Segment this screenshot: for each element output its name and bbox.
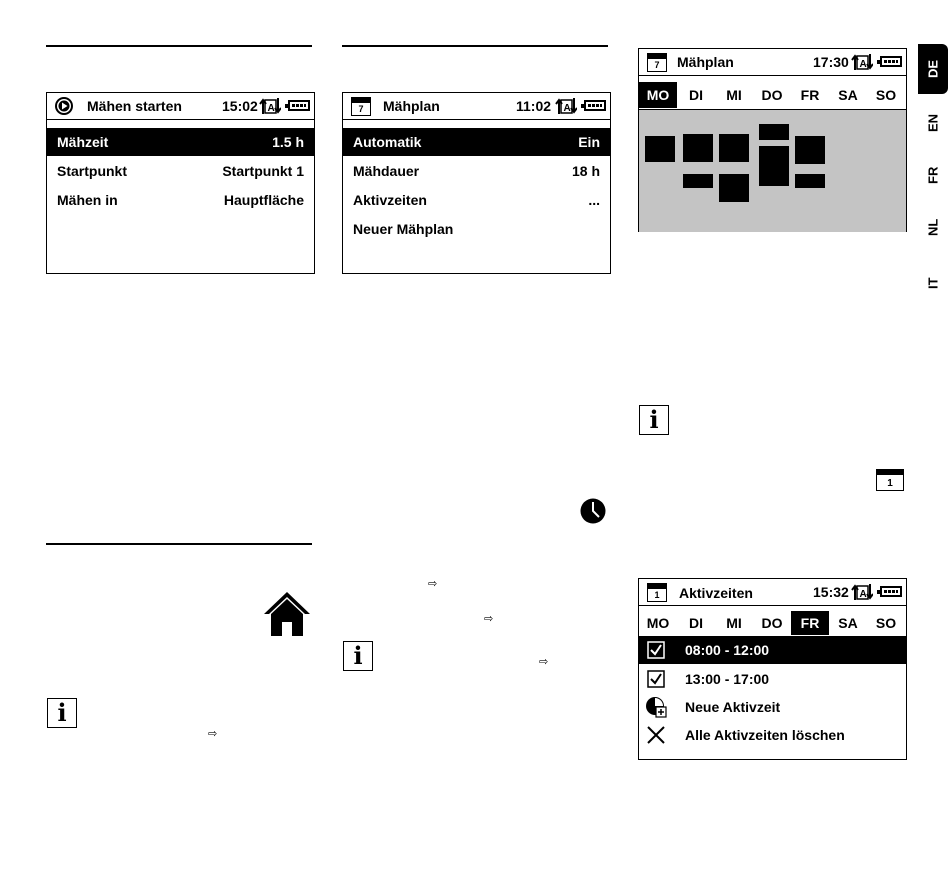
screen-header <box>343 93 610 120</box>
svg-text:A: A <box>859 59 867 70</box>
screen-maehplan-week <box>638 48 907 232</box>
menu-row-maehen-in[interactable] <box>47 186 314 214</box>
section-rule <box>46 543 312 545</box>
day-so[interactable]: SO <box>875 87 897 103</box>
screen-aktivzeiten <box>638 578 907 760</box>
row-label: Alle Aktivzeiten löschen <box>685 727 845 743</box>
row-label: Mähen in <box>57 192 118 208</box>
battery-icon <box>880 56 902 67</box>
day-so[interactable]: SO <box>875 615 897 631</box>
day-mi[interactable]: MI <box>726 87 742 103</box>
day-sa[interactable]: SA <box>838 615 858 631</box>
lang-tab-nl[interactable]: NL <box>925 218 941 236</box>
row-label: Automatik <box>353 134 422 150</box>
auto-mode-icon <box>851 53 873 71</box>
menu-row-maehdauer[interactable] <box>343 157 610 185</box>
active-time-row[interactable] <box>639 665 906 693</box>
svg-text:A: A <box>267 103 275 114</box>
row-value: 1.5 h <box>272 134 304 150</box>
weekday-bar <box>639 82 906 108</box>
row-label: Neue Aktivzeit <box>685 699 781 715</box>
weekday-bar <box>639 611 906 635</box>
schedule-block <box>683 134 713 162</box>
auto-mode-icon <box>555 97 577 115</box>
reference-arrow-icon: ⇨ <box>208 728 218 740</box>
menu-row-neuer-maehplan[interactable] <box>343 215 610 243</box>
menu-row-maehzeit[interactable] <box>47 128 314 156</box>
row-value: ... <box>588 192 600 208</box>
checkbox-checked-icon <box>647 641 665 659</box>
schedule-block <box>795 136 825 164</box>
row-value: 18 h <box>571 163 600 179</box>
battery-icon <box>584 100 606 111</box>
screen-header <box>639 49 906 76</box>
schedule-block <box>759 124 789 140</box>
screen-title: Aktivzeiten <box>679 585 753 601</box>
svg-text:A: A <box>859 589 867 600</box>
day-mo[interactable]: MO <box>646 615 670 631</box>
clock-icon <box>580 498 606 524</box>
active-time-row[interactable] <box>639 636 906 664</box>
svg-text:A: A <box>563 103 571 114</box>
day-do[interactable]: DO <box>761 87 783 103</box>
calendar-icon: 1 <box>876 469 904 491</box>
row-value: Hauptfläche <box>223 192 304 208</box>
screen-title: Mähplan <box>677 54 734 70</box>
menu-row-aktivzeiten[interactable] <box>343 186 610 214</box>
screen-header <box>47 93 314 120</box>
clock-time: 15:32 <box>813 584 849 600</box>
row-label: Aktivzeiten <box>353 192 427 208</box>
screen-maehplan-menu <box>342 92 611 274</box>
battery-icon <box>880 586 902 597</box>
schedule-block <box>719 174 749 202</box>
day-di[interactable]: DI <box>689 87 703 103</box>
calendar-icon: 7 <box>351 97 371 116</box>
info-icon: i <box>47 698 77 728</box>
schedule-grid <box>639 109 906 232</box>
reference-arrow-icon: ⇨ <box>484 613 494 625</box>
reference-arrow-icon: ⇨ <box>428 578 438 590</box>
screen-maehen-starten <box>46 92 315 274</box>
calendar-icon: 7 <box>647 53 667 72</box>
lang-tab-de[interactable]: DE <box>918 44 948 94</box>
day-fr[interactable]: FR <box>800 87 820 103</box>
day-do[interactable]: DO <box>761 615 783 631</box>
delete-all-row[interactable] <box>639 721 906 749</box>
screen-header <box>639 579 906 606</box>
row-value: Ein <box>578 134 600 150</box>
row-label: Startpunkt <box>57 163 127 179</box>
row-label: Neuer Mähplan <box>353 221 454 237</box>
auto-mode-icon <box>259 97 281 115</box>
day-mi[interactable]: MI <box>726 615 742 631</box>
row-value: Startpunkt 1 <box>222 163 304 179</box>
schedule-block <box>795 174 825 188</box>
reference-arrow-icon: ⇨ <box>539 656 549 668</box>
lang-tab-fr[interactable]: FR <box>925 166 941 184</box>
lang-tab-en[interactable]: EN <box>925 113 941 133</box>
info-icon: i <box>343 641 373 671</box>
schedule-block <box>645 136 675 162</box>
row-label: 13:00 - 17:00 <box>685 671 770 687</box>
row-label: Mähzeit <box>57 134 109 150</box>
add-time-icon <box>645 696 667 718</box>
clock-time: 11:02 <box>516 98 552 114</box>
checkbox-checked-icon <box>647 670 665 688</box>
row-label: 08:00 - 12:00 <box>685 642 770 658</box>
day-di[interactable]: DI <box>689 615 703 631</box>
battery-icon <box>288 100 310 111</box>
section-rule <box>342 45 608 47</box>
play-icon <box>54 96 74 116</box>
close-icon <box>647 726 665 744</box>
clock-time: 17:30 <box>813 54 849 70</box>
day-fr[interactable]: FR <box>791 611 829 635</box>
new-active-time-row[interactable] <box>639 693 906 721</box>
schedule-block <box>683 174 713 188</box>
schedule-block <box>759 146 789 186</box>
menu-row-startpunkt[interactable] <box>47 157 314 185</box>
screen-title: Mähen starten <box>87 98 182 114</box>
schedule-block <box>719 134 749 162</box>
row-label: Mähdauer <box>353 163 420 179</box>
info-icon: i <box>639 405 669 435</box>
section-rule <box>46 45 312 47</box>
auto-mode-icon <box>851 583 873 601</box>
lang-tab-it[interactable]: IT <box>925 277 941 289</box>
day-mo[interactable]: MO <box>639 82 677 108</box>
clock-time: 15:02 <box>222 98 258 114</box>
calendar-icon: 1 <box>647 583 667 602</box>
home-icon <box>264 590 310 636</box>
day-sa[interactable]: SA <box>838 87 858 103</box>
menu-row-automatik[interactable] <box>343 128 610 156</box>
screen-title: Mähplan <box>383 98 440 114</box>
